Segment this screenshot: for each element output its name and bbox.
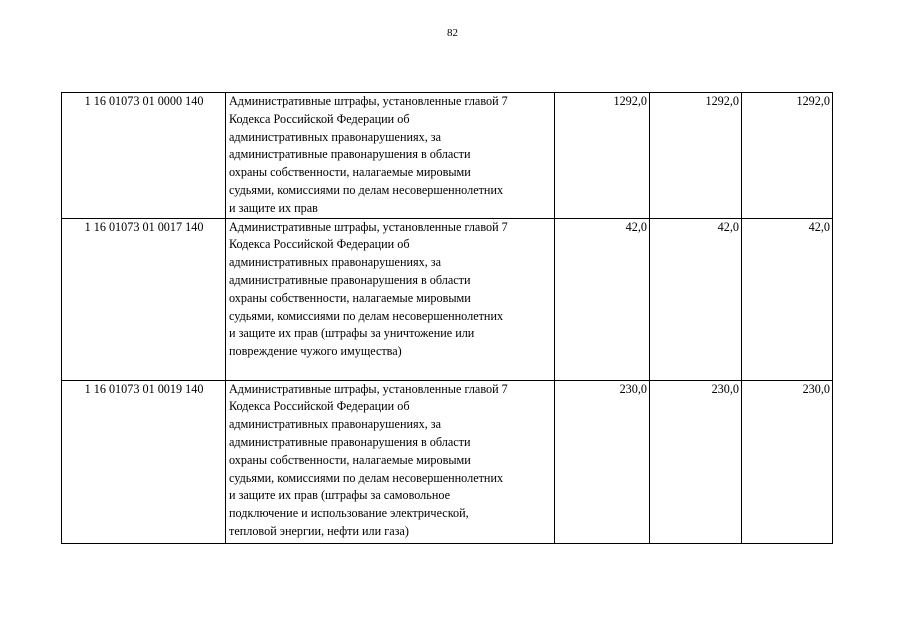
budget-code-cell: 1 16 01073 01 0000 140: [62, 93, 226, 219]
amount-cell-year-1: 1292,0: [555, 93, 650, 219]
amount-cell-year-3: 1292,0: [742, 93, 833, 219]
amount-cell-year-2: 230,0: [650, 380, 742, 543]
page-number: 82: [447, 27, 458, 39]
description-cell: Административные штрафы, установленные главой 7 Кодекса Российской Федерации об административных правонарушениях, за административные правонарушения в области охраны собственности, налагаемые мировыми судьями, комиссиями по делам несовершеннолетних и защите их прав (штрафы за уничтожение или повреждение чужого имущества): [226, 218, 555, 380]
amount-cell-year-2: 42,0: [650, 218, 742, 380]
description-cell: Административные штрафы, установленные главой 7 Кодекса Российской Федерации об административных правонарушениях, за административные правонарушения в области охраны собственности, налагаемые мировыми судьями, комиссиями по делам несовершеннолетних и защите их прав (штрафы за самовольное подключение и использование электрической, тепловой энергии, нефти или газа): [226, 380, 555, 543]
table-row: [62, 380, 833, 543]
description-cell: Административные штрафы, установленные главой 7 Кодекса Российской Федерации об административных правонарушениях, за административные правонарушения в области охраны собственности, налагаемые мировыми судьями, комиссиями по делам несовершеннолетних и защите их прав: [226, 93, 555, 219]
amount-cell-year-3: 230,0: [742, 380, 833, 543]
amount-cell-year-1: 42,0: [555, 218, 650, 380]
table-row: [62, 218, 833, 380]
amount-cell-year-3: 42,0: [742, 218, 833, 380]
amount-cell-year-1: 230,0: [555, 380, 650, 543]
table-row: [62, 93, 833, 219]
budget-code-cell: 1 16 01073 01 0019 140: [62, 380, 226, 543]
revenue-table: [61, 92, 833, 544]
budget-code-cell: 1 16 01073 01 0017 140: [62, 218, 226, 380]
amount-cell-year-2: 1292,0: [650, 93, 742, 219]
